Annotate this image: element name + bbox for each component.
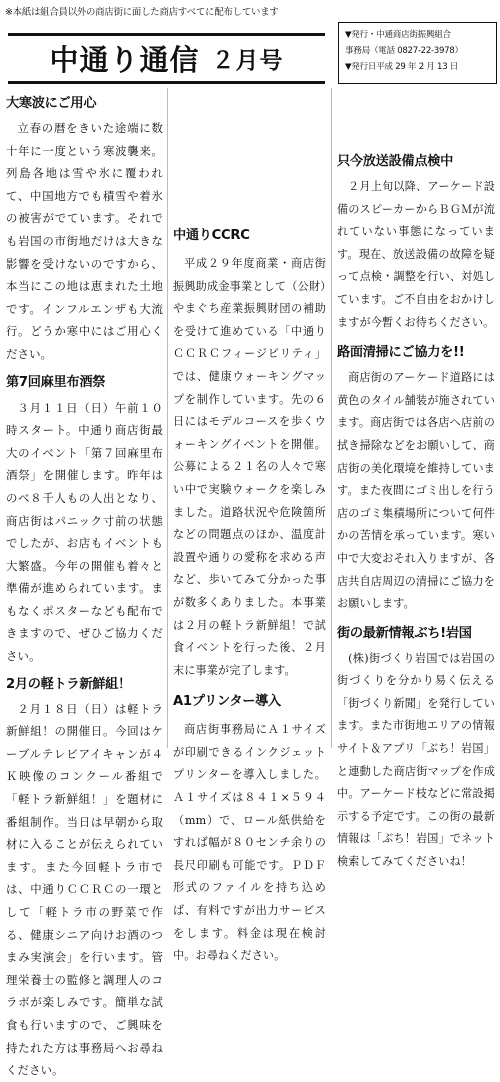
office-phone-line: 事務局（電話 0827-22-3978） [345, 46, 463, 56]
publisher-info-box [338, 22, 497, 84]
article-body-truck-market: ２月１８日（日）は軽トラ新鮮組！の開催日。今回はケーブルテレビアイキャンが４Ｋ映像のコンクール番組で「軽トラ新鮮組！」を題材に番組制作。当日は早朝から取材に入ることが伝えられています。また今回軽トラ市では、中通りＣＣＲＣの一環として「軽トラ市の野菜で作る、健康シニア向けお酒のつまみ実演会」を行います。管理栄養士の監修と調理人のコラボが楽しみです。簡単な試食も行いますので、ご興味を持たれた方は事務局へお尋ねください。 [6, 701, 163, 1078]
newsletter-title: 中通り通信 [49, 43, 200, 77]
masthead [8, 33, 325, 84]
article-body-printer: 商店街事務局にＡ１サイズが印刷できるインクジェットプリンターを導入しました。Ａ１サイズは８４１×５９４（mm）で、ロール紙供給をすれば幅が８０センチ余りの長尺印刷も可能です。ＰＤＦ形式のファイルを持ち込めば、有料ですが出力サービスをします。料金は現在検討中。お尋ねください。 [173, 723, 326, 963]
article-body-broadcast: ２月上旬以降、アーケード設備のスピーカーからＢＧＭが流れていない事態になっています。現在、放送設備の故障を疑って点検・調整を行い、対処しています。ご不自由をおかけしますが今暫くお待ちください。 [337, 180, 495, 329]
article-heading-cold: 大寒波にご用心 [6, 96, 97, 111]
article-body-buchi: (株)街づくり岩国では岩国の街づくりを分かり易く伝える「街づくり新聞」を発行しています。また市街地エリアの情報サイト＆アプリ「ぶち！岩国」と連動した商店街マップを作成中。アーケード枝などに常設掲示する予定です。この街の最新情報は「ぶち！岩国」でネット検索してみてくださいね！ [337, 651, 495, 869]
article-body-festival: ３月１１日（日）午前１０時スタート。中通り商店街最大のイベント「第７回麻里布酒祭」を開催します。昨年はのべ８千人もの人出となり、商店街はパニック寸前の状態でしたが、お店もイベントも大繁盛。今年の開催も着々と準備が進められています。まもなくポスターなども配布できますので、ぜひご協力ください。 [6, 400, 163, 664]
column-2 [173, 88, 326, 963]
column-1 [6, 88, 163, 1078]
article-body-cold: 立春の暦をきいた途端に数十年に一度という寒波襲来。列島各地は雪や氷に覆われて、中国地方でも積雪や着氷の被害がでています。それでも岩国の市街地だけは大きな影響を受けないのですから、本当にこの地は恵まれた土地です。インフルエンザも大流行。どうか寒中にはご用心ください。 [6, 121, 163, 361]
publisher-line: ▼発行・中通商店街振興組合 [345, 30, 451, 40]
column-3 [337, 88, 495, 869]
column-divider [167, 88, 168, 748]
article-heading-cleaning: 路面清掃にご協力を!! [337, 345, 465, 361]
article-heading-ccrc: 中通りCCRC [173, 228, 250, 243]
column-divider [331, 88, 332, 748]
article-body-cleaning: 商店街のアーケード道路には黄色のタイル舗装が施されています。商店街では各店へ店前の拭き掃除などをお願いして、商店街の美化環境を維持しています。また夜間にゴミ出しを行う店のゴミ集積場所について何件かの苦情を承っています。寒い中で大変おそれ入りますが、各店共自店周辺の清掃にご協力をお願いします。 [337, 371, 495, 611]
article-heading-buchi: 街の最新情報ぶち!岩国 [337, 625, 472, 641]
article-body-ccrc: 平成２９年度商業・商店街振興助成金事業として（公財）やまぐち産業振興財団の補助を受けて進めている「中通りＣＣＲＣフィージビリティ」では、健康ウォーキングマップを制作しています。先の６日にはモデルコースを歩くウォーキングイベントを開催。公募による２１名の人々で寒い中で実験ウォークを楽しみました。道路状況や危険箇所などの問題点のほか、温度計設置や通りの愛称を求める声など、歩いてみて分かった事が数多くありました。本事業は２月の軽トラ新鮮組！で試食イベントを行った後、２月末に事業が完了します。 [173, 257, 326, 677]
article-heading-truck-market: 2月の軽トラ新鮮組！ [6, 676, 131, 692]
article-heading-broadcast: 只今放送設備点検中 [337, 154, 453, 169]
issue-label: ２月号 [211, 48, 284, 74]
issue-date-line: ▼発行日平成 29 年 2 月 13 日 [345, 62, 459, 72]
article-heading-printer: A1プリンター導入 [173, 694, 281, 710]
article-heading-festival: 第7回麻里布酒祭 [6, 374, 106, 390]
distribution-note: ※本紙は組合員以外の商店街に面した商店すべてに配布しています [5, 7, 279, 18]
